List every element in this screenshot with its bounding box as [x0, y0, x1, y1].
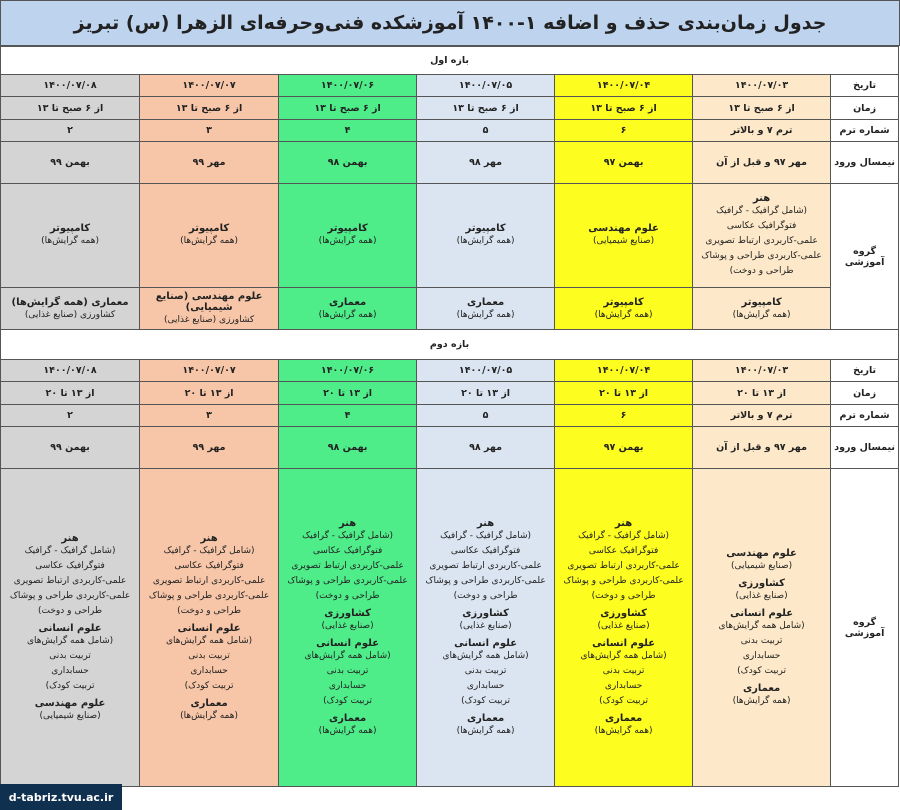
group-detail: طراحی و دوخت)	[177, 606, 242, 616]
group-detail: (همه گرایش‌ها)	[456, 309, 515, 320]
table-cell: ۲	[1, 405, 140, 427]
group-detail: تربیت کودک)	[184, 681, 234, 691]
group-block	[695, 546, 828, 574]
table-cell: مهر ۹۷ و قبل از آن	[693, 142, 831, 184]
group-detail: (همه گرایش‌ها)	[318, 309, 377, 320]
group-detail: (همه گرایش‌ها)	[732, 309, 791, 320]
period2-entry-row	[1, 427, 899, 469]
table-cell: مهر ۹۹	[140, 427, 279, 469]
group-block	[419, 606, 552, 634]
table-cell: ۱۴۰۰/۰۷/۰۳	[693, 360, 831, 382]
row-label-date: تاریخ	[831, 360, 899, 382]
period2-term-row	[1, 405, 899, 427]
page-title: جدول زمان‌بندی حذف و اضافه ۱-۱۴۰۰ آموزشکده فنی‌وحرفه‌ای الزهرا (س) تبریز	[0, 0, 900, 46]
table-cell: ۵	[417, 120, 555, 142]
table-cell: مهر ۹۹	[140, 142, 279, 184]
period2-group-row	[1, 469, 899, 787]
period1-entry-row	[1, 142, 899, 184]
group-name: کامپیوتر	[465, 223, 506, 234]
group-detail: (صنایع شیمیایی)	[39, 711, 101, 721]
group-detail: (همه گرایش‌ها)	[732, 696, 791, 706]
table-cell: از ۱۳ تا ۲۰	[555, 382, 693, 405]
table-cell: ۱۴۰۰/۰۷/۰۴	[555, 360, 693, 382]
group-detail: فتوگرافیک عکاسی	[450, 546, 521, 556]
group-detail: علمی-کاربردی ارتباط تصویری	[152, 576, 266, 586]
table-cell: از ۶ صبح تا ۱۳	[1, 97, 140, 120]
period2-time-row	[1, 382, 899, 405]
group-detail: (صنایع غذایی)	[735, 591, 788, 601]
group-detail: علمی-کاربردی طراحی و پوشاک	[9, 591, 131, 601]
period1-group-row	[1, 184, 899, 288]
table-cell	[417, 469, 555, 787]
table-cell: ۶	[555, 120, 693, 142]
table-cell: ۱۴۰۰/۰۷/۰۵	[417, 360, 555, 382]
group-stack	[557, 515, 690, 740]
table-cell: بهمن ۹۹	[1, 427, 140, 469]
table-cell	[417, 184, 555, 288]
group-detail: تربیت کودک)	[323, 696, 373, 706]
table-cell: از ۱۳ تا ۲۰	[140, 382, 279, 405]
group-detail: علمی-کاربردی طراحی و پوشاک	[701, 251, 822, 261]
period2-date-row	[1, 360, 899, 382]
group-detail: حسابداری	[742, 651, 781, 661]
group-block	[281, 223, 414, 249]
group-detail: علمی-کاربردی ارتباط تصویری	[567, 561, 680, 571]
table-cell: از ۱۳ تا ۲۰	[1, 382, 140, 405]
group-detail: (شامل گرافیک - گرافیک	[716, 206, 808, 216]
table-cell: بهمن ۹۸	[279, 427, 417, 469]
group-block	[142, 531, 276, 619]
group-name: علوم انسانی	[454, 638, 518, 649]
group-detail: تربیت بدنی	[464, 666, 507, 676]
group-detail: طراحی و دوخت)	[315, 591, 380, 601]
table-cell: ۱۴۰۰/۰۷/۰۷	[140, 360, 279, 382]
table-cell: از ۶ صبح تا ۱۳	[693, 97, 831, 120]
group-detail: تربیت کودک)	[737, 666, 787, 676]
table-cell: ۶	[555, 405, 693, 427]
group-detail: (همه گرایش‌ها)	[41, 236, 99, 246]
table-cell	[279, 288, 417, 330]
group-block	[281, 636, 414, 709]
group-block	[557, 711, 690, 739]
group-name: کامپیوتر	[741, 296, 782, 308]
table-cell	[279, 184, 417, 288]
table-cell: از ۶ صبح تا ۱۳	[417, 97, 555, 120]
row-label-group: گروه آموزشی	[831, 469, 899, 787]
table-cell: ترم ۷ و بالاتر	[693, 405, 831, 427]
group-name: علوم انسانی	[38, 623, 102, 634]
table-cell	[140, 288, 279, 330]
table-cell	[140, 469, 279, 787]
group-block	[419, 516, 552, 604]
table-cell	[555, 184, 693, 288]
group-name: معماری	[190, 698, 228, 709]
group-block	[281, 606, 414, 634]
table-cell: بهمن ۹۹	[1, 142, 140, 184]
group-detail: (شامل گرافیک - گرافیک	[302, 531, 394, 541]
group-detail: (همه گرایش‌ها)	[180, 711, 239, 721]
table-cell	[693, 288, 831, 330]
period2-band: بازه دوم	[1, 330, 899, 360]
group-name: کامپیوتر	[327, 223, 368, 234]
group-detail: (صنایع غذایی)	[597, 621, 650, 631]
table-cell	[555, 288, 693, 330]
group-block	[557, 516, 690, 604]
group-name: هنر	[614, 518, 633, 529]
group-stack	[695, 545, 828, 710]
group-detail: حسابداری	[466, 681, 505, 691]
group-detail: (شامل همه گرایش‌های	[165, 636, 253, 646]
group-detail: (شامل همه گرایش‌های	[26, 636, 114, 646]
row-label-group: گروه آموزشی	[831, 184, 899, 330]
group-block	[3, 621, 137, 694]
period1-group-extra-row	[1, 288, 899, 330]
table-cell	[555, 469, 693, 787]
group-name: معماری	[466, 713, 505, 724]
group-name: کامپیوتر	[188, 223, 230, 234]
group-detail: (همه گرایش‌ها)	[594, 726, 653, 736]
group-stack	[142, 530, 276, 725]
table-cell	[1, 288, 140, 330]
group-stack	[281, 515, 414, 740]
row-label-term: شماره ترم	[831, 120, 899, 142]
group-name: معماری	[328, 713, 367, 724]
group-name: کشاورزی	[600, 608, 647, 619]
table-cell	[417, 288, 555, 330]
group-name: علوم مهندسی (صنایع شیمیایی)	[155, 291, 263, 313]
group-name: علوم مهندسی	[588, 223, 659, 234]
group-name: کشاورزی	[324, 608, 371, 619]
group-name: علوم انسانی	[592, 638, 656, 649]
group-detail: (شامل گرافیک - گرافیک	[163, 546, 255, 556]
table-cell: ترم ۷ و بالاتر	[693, 120, 831, 142]
group-name: معماری	[604, 713, 643, 724]
group-detail: (صنایع شیمیایی)	[730, 561, 793, 571]
group-detail: علمی-کاربردی طراحی و پوشاک	[287, 576, 408, 586]
table-cell: مهر ۹۸	[417, 142, 555, 184]
row-label-entry: نیمسال ورود	[831, 427, 899, 469]
group-block	[695, 193, 828, 279]
table-cell: بهمن ۹۷	[555, 142, 693, 184]
group-detail: حسابداری	[190, 666, 228, 676]
group-name: علوم انسانی	[316, 638, 380, 649]
group-detail: حسابداری	[328, 681, 367, 691]
group-detail: (شامل گرافیک - گرافیک	[578, 531, 670, 541]
table-cell: ۱۴۰۰/۰۷/۰۸	[1, 75, 140, 97]
group-block	[695, 606, 828, 679]
group-detail: (همه گرایش‌ها)	[456, 726, 515, 736]
table-cell: ۱۴۰۰/۰۷/۰۴	[555, 75, 693, 97]
group-name: هنر	[200, 533, 218, 544]
group-block	[3, 531, 137, 619]
group-detail: فتوگرافیک عکاسی	[312, 546, 383, 556]
group-detail: طراحی و دوخت)	[591, 591, 656, 601]
table-cell: از ۶ صبح تا ۱۳	[555, 97, 693, 120]
group-name: علوم مهندسی	[726, 548, 797, 559]
group-detail: فتوگرافیک عکاسی	[588, 546, 659, 556]
group-detail: تربیت بدنی	[326, 666, 369, 676]
group-name: معماری	[466, 296, 505, 308]
group-detail: علمی-کاربردی طراحی و پوشاک	[425, 576, 546, 586]
group-name: معماری	[742, 683, 781, 694]
group-name: کامپیوتر	[49, 223, 91, 234]
period1-term-row	[1, 120, 899, 142]
table-cell: از ۱۳ تا ۲۰	[279, 382, 417, 405]
group-detail: (همه گرایش‌ها)	[180, 236, 239, 246]
table-cell: ۱۴۰۰/۰۷/۰۶	[279, 75, 417, 97]
table-cell: ۴	[279, 120, 417, 142]
group-block	[3, 696, 137, 724]
group-detail: (همه گرایش‌ها)	[318, 726, 377, 736]
group-block	[557, 606, 690, 634]
row-label-entry: نیمسال ورود	[831, 142, 899, 184]
group-block	[695, 576, 828, 604]
group-name: هنر	[61, 533, 79, 544]
group-detail: (شامل گرافیک - گرافیک	[440, 531, 532, 541]
group-detail: طراحی و دوخت)	[729, 266, 794, 276]
group-detail: حسابداری	[604, 681, 643, 691]
table-cell	[140, 184, 279, 288]
group-detail: علمی-کاربردی طراحی و پوشاک	[563, 576, 684, 586]
table-cell: ۲	[1, 120, 140, 142]
group-name: هنر	[476, 518, 495, 529]
group-detail: فتوگرافیک عکاسی	[726, 221, 797, 231]
table-cell: بهمن ۹۸	[279, 142, 417, 184]
group-detail: (شامل گرافیک - گرافیک	[24, 546, 116, 556]
group-detail: کشاورزی (صنایع غذایی)	[24, 309, 116, 320]
group-detail: (شامل همه گرایش‌های	[580, 651, 667, 661]
period1-band: بازه اول	[1, 47, 899, 75]
table-cell	[693, 184, 831, 288]
group-name: علوم انسانی	[730, 608, 794, 619]
table-cell: از ۱۳ تا ۲۰	[417, 382, 555, 405]
row-label-time: زمان	[831, 97, 899, 120]
table-cell: ۱۴۰۰/۰۷/۰۵	[417, 75, 555, 97]
group-detail: طراحی و دوخت)	[453, 591, 518, 601]
group-block	[281, 711, 414, 739]
group-block	[142, 621, 276, 694]
table-cell	[279, 469, 417, 787]
group-detail: طراحی و دوخت)	[38, 606, 103, 616]
group-detail: علمی-کاربردی ارتباط تصویری	[291, 561, 404, 571]
watermark: d-tabriz.tvu.ac.ir	[0, 784, 122, 810]
group-detail: علمی-کاربردی ارتباط تصویری	[13, 576, 127, 586]
table-cell: از ۶ صبح تا ۱۳	[279, 97, 417, 120]
group-detail: تربیت بدنی	[188, 651, 230, 661]
group-name: علوم انسانی	[177, 623, 241, 634]
table-cell: ۴	[279, 405, 417, 427]
row-label-term: شماره ترم	[831, 405, 899, 427]
group-detail: فتوگرافیک عکاسی	[174, 561, 244, 571]
group-detail: (همه گرایش‌ها)	[456, 236, 515, 246]
group-block	[557, 636, 690, 709]
group-detail: حسابداری	[51, 666, 89, 676]
table-cell: ۱۴۰۰/۰۷/۰۸	[1, 360, 140, 382]
table-cell: ۱۴۰۰/۰۷/۰۷	[140, 75, 279, 97]
group-name: معماری	[328, 296, 367, 308]
group-block	[695, 681, 828, 709]
table-cell: مهر ۹۸	[417, 427, 555, 469]
group-block	[3, 223, 137, 249]
table-cell	[693, 469, 831, 787]
period1-time-row	[1, 97, 899, 120]
table-cell: ۵	[417, 405, 555, 427]
table-cell: بهمن ۹۷	[555, 427, 693, 469]
group-name: علوم مهندسی	[34, 698, 106, 709]
table-cell	[1, 184, 140, 288]
group-detail: تربیت کودک)	[461, 696, 511, 706]
table-cell: ۳	[140, 120, 279, 142]
table-cell: ۱۴۰۰/۰۷/۰۳	[693, 75, 831, 97]
table-cell: مهر ۹۷ و قبل از آن	[693, 427, 831, 469]
table-cell: از ۱۳ تا ۲۰	[693, 382, 831, 405]
group-detail: تربیت کودک)	[45, 681, 95, 691]
group-detail: تربیت کودک)	[599, 696, 649, 706]
group-detail: (صنایع شیمیایی)	[592, 236, 655, 246]
row-label-date: تاریخ	[831, 75, 899, 97]
group-block	[142, 696, 276, 724]
table-cell: ۳	[140, 405, 279, 427]
group-block	[419, 223, 552, 249]
group-detail: (همه گرایش‌ها)	[318, 236, 377, 246]
group-block	[419, 711, 552, 739]
group-name: هنر	[338, 518, 357, 529]
group-detail: تربیت بدنی	[740, 636, 783, 646]
group-block	[281, 516, 414, 604]
group-detail: تربیت بدنی	[602, 666, 645, 676]
group-block	[419, 636, 552, 709]
group-name: معماری (همه گرایش‌ها)	[11, 296, 129, 308]
group-stack	[419, 515, 552, 740]
group-detail: (شامل همه گرایش‌های	[718, 621, 805, 631]
group-name: کشاورزی	[462, 608, 509, 619]
group-detail: (شامل همه گرایش‌های	[442, 651, 529, 661]
period1-date-row	[1, 75, 899, 97]
group-name: هنر	[752, 193, 771, 204]
table-cell: از ۶ صبح تا ۱۳	[140, 97, 279, 120]
row-label-time: زمان	[831, 382, 899, 405]
group-detail: (صنایع غذایی)	[321, 621, 374, 631]
group-block	[557, 223, 690, 249]
group-detail: (صنایع غذایی)	[459, 621, 512, 631]
group-name: کامپیوتر	[603, 296, 644, 308]
group-detail: فتوگرافیک عکاسی	[35, 561, 105, 571]
group-detail: تربیت بدنی	[49, 651, 91, 661]
group-detail: کشاورزی (صنایع غذایی)	[163, 315, 255, 325]
group-name: کشاورزی	[738, 578, 785, 589]
group-stack	[3, 530, 137, 725]
table-cell: ۱۴۰۰/۰۷/۰۶	[279, 360, 417, 382]
table-cell	[1, 469, 140, 787]
group-detail: علمی-کاربردی طراحی و پوشاک	[148, 591, 270, 601]
group-detail: (شامل همه گرایش‌های	[304, 651, 391, 661]
schedule-table	[0, 46, 899, 787]
group-block	[142, 223, 276, 249]
group-detail: (همه گرایش‌ها)	[594, 309, 653, 320]
group-detail: علمی-کاربردی ارتباط تصویری	[705, 236, 818, 246]
group-detail: علمی-کاربردی ارتباط تصویری	[429, 561, 542, 571]
